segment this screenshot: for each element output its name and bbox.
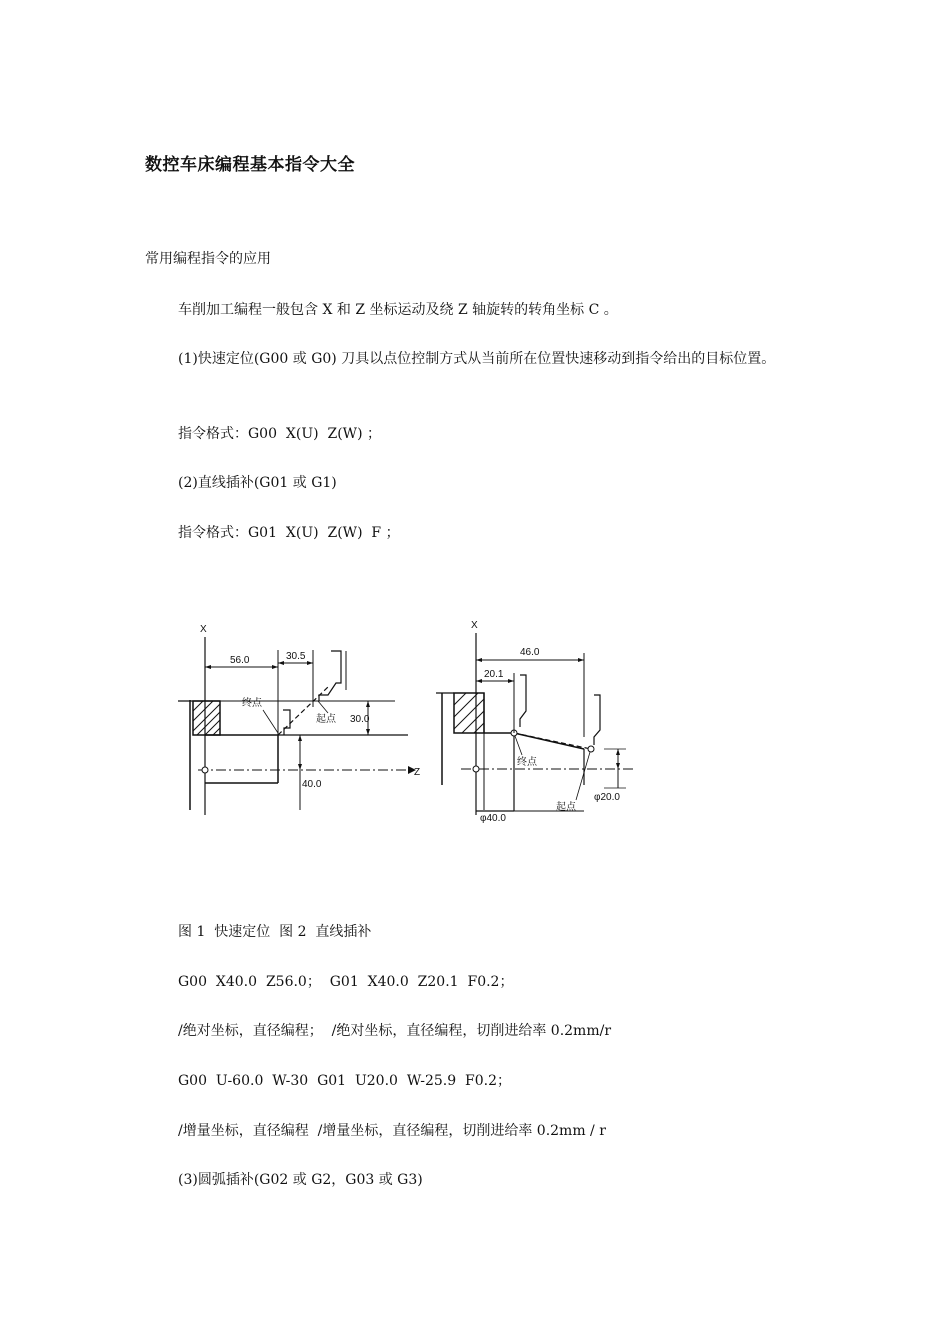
intro-paragraph: 车削加工编程一般包含 X 和 Z 坐标运动及绕 Z 轴旋转的转角坐标 C 。 xyxy=(178,302,618,318)
g01-heading: (2)直线插补(G01 或 G1) xyxy=(178,475,337,491)
fig2-dia-20: φ20.0 xyxy=(594,792,620,803)
fig2-end-point-label: 终点 xyxy=(517,757,537,768)
document-title: 数控车床编程基本指令大全 xyxy=(145,155,355,175)
g00-heading: (1)快速定位(G00 或 G0) 刀具以点位控制方式从当前所在位置快速移动到指令给出的目标位置。 xyxy=(178,351,776,367)
fig1-axis-z-label: Z xyxy=(414,767,421,778)
figure-2-linear-interpolation xyxy=(436,615,636,825)
section-heading: 常用编程指令的应用 xyxy=(145,251,271,267)
fig1-dim-40: 40.0 xyxy=(302,779,322,790)
example-line-4: /增量坐标，直径编程 /增量坐标，直径编程，切削进给率 0.2mm / r xyxy=(178,1123,606,1139)
fig2-start-point-label: 起点 xyxy=(556,802,576,813)
fig1-end-point-label: 终点 xyxy=(242,698,262,709)
g01-format: 指令格式：G01 X(U) Z(W) F ； xyxy=(178,525,400,541)
fig1-dim-56: 56.0 xyxy=(230,655,250,666)
example-line-2: /绝对坐标，直径编程； /绝对坐标，直径编程，切削进给率 0.2mm/r xyxy=(178,1023,612,1039)
figure-caption: 图 1 快速定位 图 2 直线插补 xyxy=(178,924,372,940)
fig2-dia-40: φ40.0 xyxy=(480,813,506,824)
g00-format: 指令格式：G00 X(U) Z(W) ； xyxy=(178,426,381,442)
example-line-1: G00 X40.0 Z56.0； G01 X40.0 Z20.1 F0.2； xyxy=(178,974,514,990)
g02-heading: (3)圆弧插补(G02 或 G2，G03 或 G3) xyxy=(178,1172,423,1188)
fig2-dim-20-1: 20.1 xyxy=(484,669,504,680)
fig1-dim-30: 30.0 xyxy=(350,714,370,725)
figure-1-rapid-positioning xyxy=(178,615,428,815)
fig1-axis-x-label: X xyxy=(200,624,207,635)
fig1-start-point-label: 起点 xyxy=(316,714,336,725)
fig2-axis-x-label: X xyxy=(471,620,478,631)
fig2-dim-46: 46.0 xyxy=(520,647,540,658)
fig1-dim-30-5: 30.5 xyxy=(286,651,306,662)
example-line-3: G00 U-60.0 W-30 G01 U20.0 W-25.9 F0.2； xyxy=(178,1073,511,1089)
